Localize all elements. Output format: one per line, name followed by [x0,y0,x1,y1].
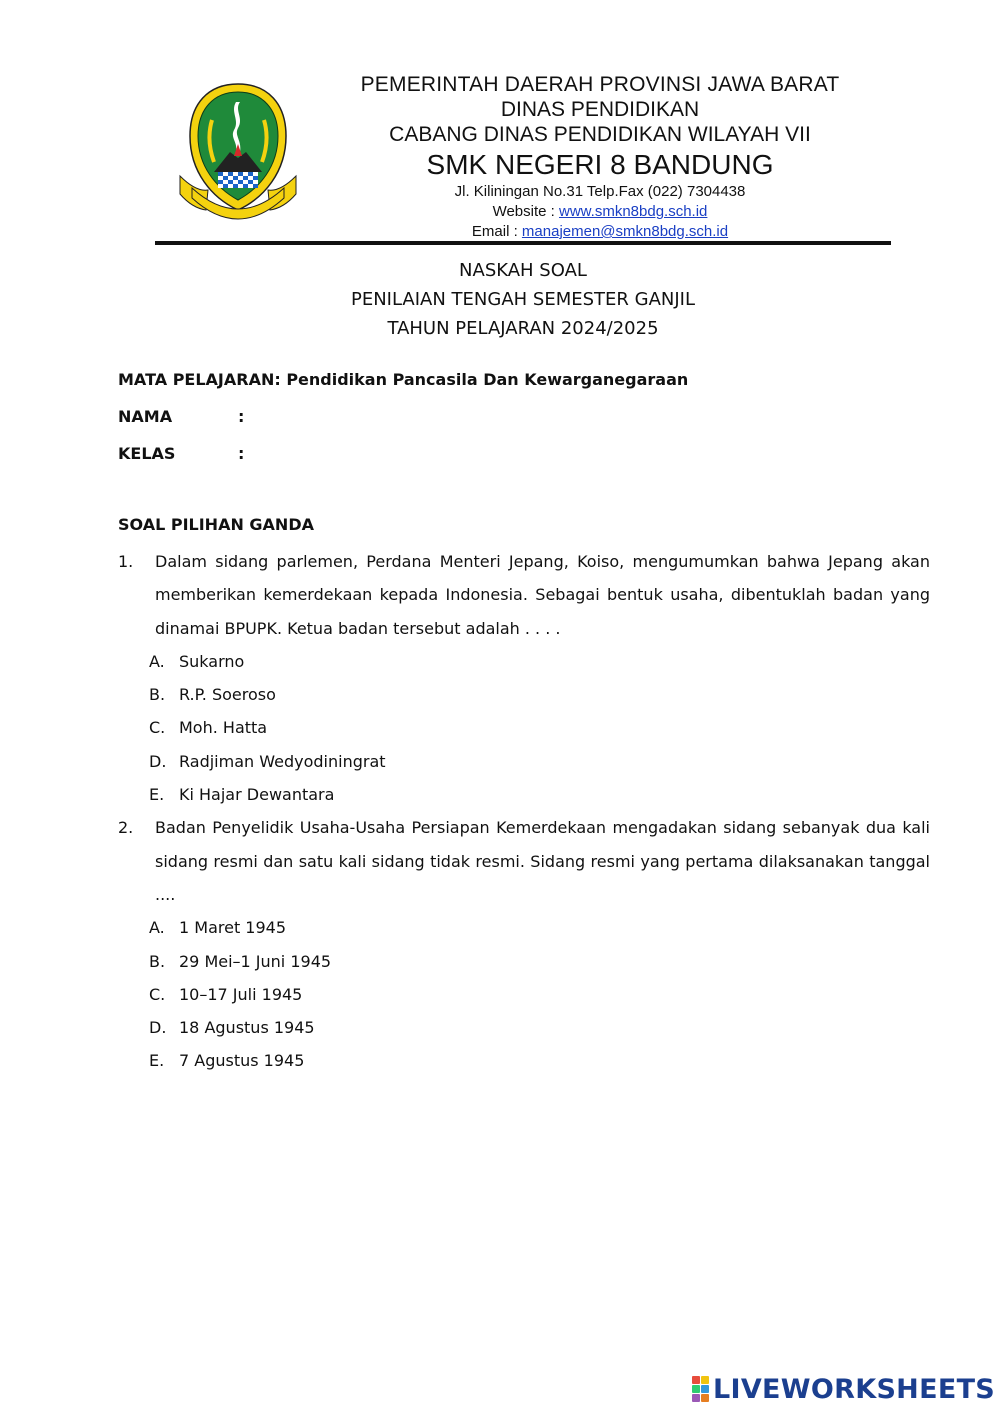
email-link[interactable]: manajemen@smkn8bdg.sch.id [521,223,729,240]
option-a[interactable] [149,645,930,678]
letterhead-department: DINAS PENDIDIKAN [500,98,700,121]
title-line-2: PENILAIAN TENGAH SEMESTER GANJIL [350,289,695,310]
title-line-3: TAHUN PELAJARAN 2024/2025 [387,318,659,339]
school-website-line [300,202,900,222]
option-list [118,911,930,1077]
letterhead [300,72,900,242]
website-label: Website : [492,203,559,220]
option-letter: A. [149,651,165,671]
document-title [0,256,1000,343]
liveworksheets-logo-icon [692,1376,709,1402]
option-c[interactable] [149,711,930,744]
title-line-1: NASKAH SOAL [459,260,587,281]
letterhead-divider [155,241,891,245]
letterhead-government: PEMERINTAH DAERAH PROVINSI JAWA BARAT [360,73,840,96]
west-java-emblem-icon [178,80,298,222]
question-2 [118,811,930,1077]
class-colon: : [238,444,245,463]
logo-square [701,1394,709,1402]
option-text: R.P. Soeroso [179,685,276,705]
option-letter: C. [149,984,166,1004]
option-text: Sukarno [179,651,245,671]
option-text: 1 Maret 1945 [179,918,287,938]
option-letter: D. [149,751,167,771]
option-letter: B. [149,951,166,971]
class-label: KELAS [118,444,176,463]
option-d[interactable] [149,1011,930,1044]
option-letter: D. [149,1018,167,1038]
logo-square [692,1376,700,1384]
option-letter: C. [149,718,166,738]
section-title: SOAL PILIHAN GANDA [118,515,314,534]
name-field [118,407,245,426]
logo-square [701,1385,709,1393]
logo-square [692,1394,700,1402]
option-c[interactable] [149,978,930,1011]
question-1 [118,545,930,811]
option-text: Moh. Hatta [179,718,268,738]
option-text: 7 Agustus 1945 [179,1051,305,1071]
option-text: 29 Mei–1 Juni 1945 [179,951,332,971]
question-text: Badan Penyelidik Usaha-Usaha Persiapan Kemerdekaan mengadakan sidang sebanyak dua kali sidang resmi dan satu kali sidang tidak resmi. Sidang resmi yang pertama dilaksanakan tanggal .... [155,818,930,904]
brand-wordmark: LIVEWORKSHEETS [713,1373,996,1405]
option-letter: B. [149,685,166,705]
logo-square [692,1385,700,1393]
letterhead-branch: CABANG DINAS PENDIDIKAN WILAYAH VII [389,123,811,146]
option-text: Ki Hajar Dewantara [179,785,335,805]
option-letter: E. [149,785,165,805]
email-label: Email : [471,223,522,240]
name-label: NAMA [118,407,173,426]
school-email-line [300,222,900,242]
option-b[interactable] [149,678,930,711]
option-letter: A. [149,918,165,938]
logo-square [701,1376,709,1384]
option-text: Radjiman Wedyodiningrat [179,751,386,771]
name-colon: : [238,407,245,426]
option-e[interactable] [149,1044,930,1077]
question-number: 1. [118,552,134,571]
option-a[interactable] [149,911,930,944]
question-text: Dalam sidang parlemen, Perdana Menteri Jepang, Koiso, mengumumkan bahwa Jepang akan memberikan kemerdekaan kepada Indonesia. Sebagai bentuk usaha, dibentuklah badan yang dinamai BPUPK. Ketua badan tersebut adalah . . . . [155,552,930,638]
option-d[interactable] [149,745,930,778]
question-list [118,545,930,1078]
option-list [118,645,930,811]
option-text: 18 Agustus 1945 [179,1018,315,1038]
school-name: SMK NEGERI 8 BANDUNG [426,149,774,180]
option-e[interactable] [149,778,930,811]
option-text: 10–17 Juli 1945 [179,984,303,1004]
option-b[interactable] [149,945,930,978]
school-address: Jl. Kiliningan No.31 Telp.Fax (022) 7304438 [454,183,746,200]
question-number: 2. [118,818,134,838]
liveworksheets-brand[interactable] [692,1372,995,1406]
website-link[interactable]: www.smkn8bdg.sch.id [559,203,708,220]
option-letter: E. [149,1051,165,1071]
subject-line: MATA PELAJARAN: Pendidikan Pancasila Dan Kewarganegaraan [118,370,689,389]
class-field [118,444,245,463]
